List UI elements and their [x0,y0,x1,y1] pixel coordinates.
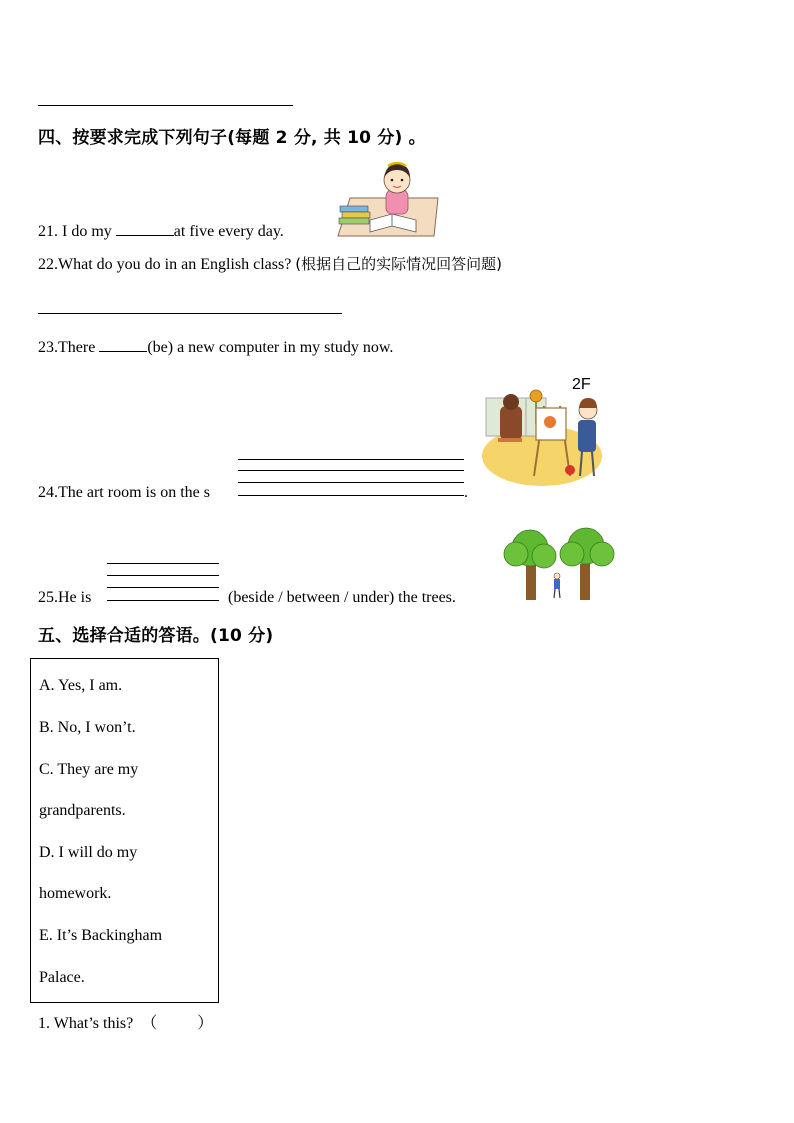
section-5-question-1[interactable]: 1. What’s this? （ ） [38,1015,214,1032]
question-25-line-3[interactable] [107,587,219,588]
question-23 [38,337,393,358]
option-b: B. No, I won’t. [39,719,136,736]
question-24-text: 24.The art room is on the s [38,484,210,501]
question-24-line-2[interactable] [238,470,464,471]
question-23-suffix: (be) a new computer in my study now. [147,339,394,356]
question-21-prefix: 21. I do my [38,223,116,240]
option-c-line-2: grandparents. [39,802,126,819]
question-21 [38,221,284,242]
question-21-suffix: at five every day. [173,223,284,240]
question-22-text: 22.What do you do in an English class? [38,256,296,273]
question-25-line-4[interactable] [107,600,219,601]
floor-label: 2F [572,376,591,393]
question-22-answer-line[interactable] [38,313,342,314]
question-24-line-1[interactable] [238,459,464,460]
question-23-blank[interactable] [99,337,147,352]
question-24-line-4[interactable] [238,495,464,496]
question-22-note: (根据自己的实际情况回答问题) [295,255,503,273]
option-a: A. Yes, I am. [39,677,123,694]
question-25-prefix: 25.He is [38,589,92,606]
option-e-line-1: E. It’s Backingham [39,927,163,944]
question-25-line-2[interactable] [107,575,219,576]
section-4-heading: 四、按要求完成下列句子(每题 2 分, 共 10 分) 。 [38,128,426,148]
question-25-suffix: (beside / between / under) the trees. [228,589,456,606]
section-5-heading: 五、选择合适的答语。(10 分) [38,626,274,646]
answer-line-top [38,105,293,106]
question-23-prefix: 23.There [38,339,100,356]
girl-reading-illustration [330,158,440,238]
option-d-line-1: D. I will do my [39,844,138,861]
answer-options-box [30,658,219,1003]
question-24-end: . [464,484,468,501]
question-25-line-1[interactable] [107,563,219,564]
question-24-line-3[interactable] [238,482,464,483]
question-21-blank[interactable] [116,221,174,236]
trees-illustration [500,524,618,604]
option-c-line-1: C. They are my [39,761,139,778]
question-22 [38,254,502,275]
option-d-line-2: homework. [39,885,112,902]
question-24 [38,483,210,503]
option-e-line-2: Palace. [39,969,85,986]
